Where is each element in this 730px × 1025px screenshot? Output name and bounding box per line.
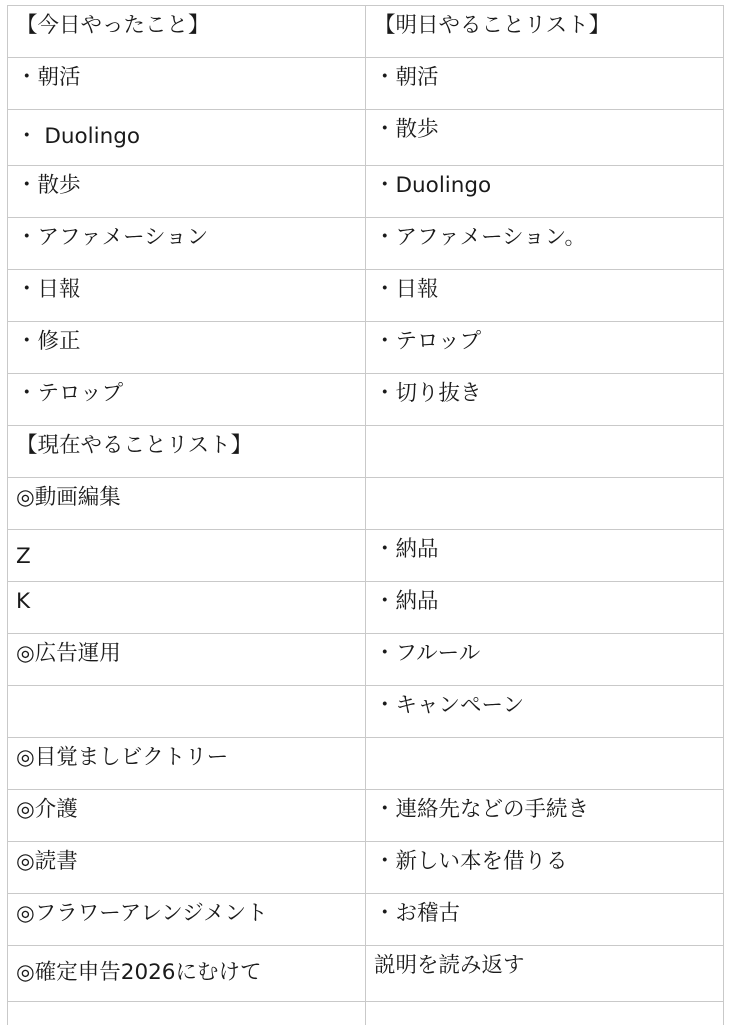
- table-row: [8, 58, 724, 110]
- table-row: [8, 738, 724, 790]
- table-cell: ・新しい本を借りる: [366, 842, 724, 894]
- table-cell: ◎広告運用: [8, 634, 366, 686]
- table-row: [8, 842, 724, 894]
- table-row: [8, 478, 724, 530]
- table-cell: ◎フラワーアレンジメント: [8, 894, 366, 946]
- table-cell: K: [8, 582, 366, 634]
- table-row: [8, 166, 724, 218]
- table-cell: ・アファメーション。: [366, 218, 724, 270]
- table-row: [8, 790, 724, 842]
- table-cell: ・キャンペーン: [366, 686, 724, 738]
- table-row: [8, 270, 724, 322]
- table-cell: 説明を読み返す: [366, 946, 724, 1002]
- table-cell: ・散歩: [8, 166, 366, 218]
- table-cell: [366, 738, 724, 790]
- table-cell: ・朝活: [366, 58, 724, 110]
- todo-table: [7, 5, 724, 1025]
- table-row: [8, 530, 724, 582]
- table-cell: ◎読書: [8, 842, 366, 894]
- table-row: [8, 374, 724, 426]
- table-cell: ・アファメーション: [8, 218, 366, 270]
- table-row: [8, 894, 724, 946]
- table-cell: ・日報: [8, 270, 366, 322]
- table-cell: ・フルール: [366, 634, 724, 686]
- table-cell: ・切り抜き: [366, 374, 724, 426]
- table-cell: Z: [8, 530, 366, 582]
- table-cell: ・修正: [8, 322, 366, 374]
- table-cell: ・散歩: [366, 110, 724, 166]
- table-cell: ◎介護: [8, 790, 366, 842]
- table-row: [8, 426, 724, 478]
- table-cell: ・Duolingo: [366, 166, 724, 218]
- table-row: [8, 946, 724, 1002]
- table-cell: ・納品: [366, 530, 724, 582]
- table-cell: 【今日やったこと】: [8, 6, 366, 58]
- table-cell: ・連絡先などの手続き: [366, 790, 724, 842]
- table-cell: ◎目覚ましビクトリー: [8, 738, 366, 790]
- table-cell: ・テロップ: [8, 374, 366, 426]
- table-cell: ◎確定申告2026にむけて: [8, 946, 366, 1002]
- table-row: [8, 110, 724, 166]
- table-cell: ◎動画編集: [8, 478, 366, 530]
- table-cell: ・お稽古: [366, 894, 724, 946]
- table-row: [8, 6, 724, 58]
- table-row: [8, 634, 724, 686]
- table-row: [8, 582, 724, 634]
- table-row: [8, 218, 724, 270]
- table-cell: ・納品: [366, 582, 724, 634]
- table-cell: ・日報: [366, 270, 724, 322]
- table-cell: [366, 426, 724, 478]
- table-cell: ・ Duolingo: [8, 110, 366, 166]
- table-row: [8, 322, 724, 374]
- table-row: [8, 686, 724, 738]
- table-cell: 【明日やることリスト】: [366, 6, 724, 58]
- table-cell: ・朝活: [8, 58, 366, 110]
- table-cell: 【現在やることリスト】: [8, 426, 366, 478]
- table-cell: [8, 686, 366, 738]
- table-cell: ・テロップ: [366, 322, 724, 374]
- table-cell: [366, 478, 724, 530]
